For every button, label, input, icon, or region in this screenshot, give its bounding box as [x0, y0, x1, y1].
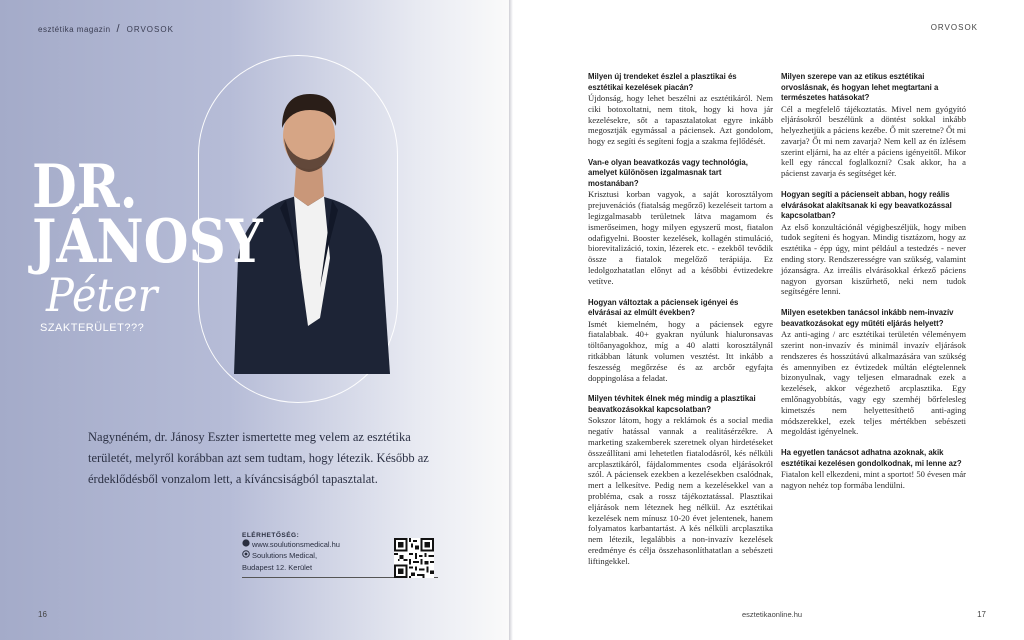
site-url[interactable]: esztetikaonline.hu	[742, 610, 803, 619]
answer: Ismét kiemelném, hogy a páciensek egyre fiatalabbak. 40+ gyakran nyúlunk hialuronsavas töltőanyagokhoz, míg a 40 alatti korosztálynál ritkábban látunk volumen vesztést. Itt inkább a feszesség megőrzése és az arcbőr egyfajta doppingolása a feladat.	[588, 318, 773, 383]
answer: Az első konzultációnál végigbeszéljük, hogy miben tudok segíteni és hogyan. Mindig tisztázom, hogy az esztétika - épp úgy, mint például a testedzés - never ending story. Rendszerességre van szükség, valamint józanságra. Az irreális elvárásokkal érkező páciens nagyon gyorsan kiszűrhető, neki nem tudok segítségére lenni.	[781, 221, 966, 297]
specialty-label: SZAKTERÜLET???	[40, 322, 145, 334]
left-page	[0, 0, 509, 640]
answer: Krisztusi korban vagyok, a saját korosztályom prejuvenációs (fiatalság megőrző) kezeléseit tartom a legizgalmasabb területnek látva magamom és ismerőseimen, hogy milyen egyszerű most, fiatalon odafigyelni. Booster kezelések, kollagén stimuláció, biorevitalizáció, toxin, lézerek etc. - ezekből tevődik össze a fiatalok megelőző terápiája. Ez ledolgozhatatlan előnyt ad a későbbi évtizedekre vetítve.	[588, 189, 773, 286]
qa-column-2	[781, 72, 966, 502]
doctor-last-name: JÁNOSY	[32, 207, 263, 277]
running-header-left	[38, 23, 174, 35]
question: Milyen tévhitek élnek még mindig a plasztikai beavatkozásokkal kapcsolatban?	[588, 394, 756, 414]
magazine-name: esztétika magazin	[38, 25, 111, 34]
qa-column-1	[588, 72, 773, 578]
doctor-first-name: Péter	[46, 268, 158, 322]
question: Hogyan segíti a pácienseit abban, hogy reális elvárásokat alakítsanak ki egy beavatkozással kapcsolatban?	[781, 190, 952, 221]
page-number-right: 17	[977, 610, 986, 619]
title-prefix: DR.	[32, 152, 138, 222]
question: Hogyan változtak a páciensek igényei és elvárásai az elmúlt években?	[588, 297, 739, 318]
contact-website[interactable]: www.soulutionsmedical.hu	[252, 540, 340, 549]
answer: Cél a megfelelő tájékoztatás. Mivel nem gyógyító eljárásokról beszélünk a döntést sokkal inkább helyezhetjük a páciens kezébe. Ő mit szeretne? Őt mi zavarja? Őt mi nem zavarja? Nem kell az én ízlésem szerint eljárni, ha az eltér a páciens igényeitől. Mikor kell egy ránccal foglalkozni? Csak akkor, ha a pácienst zavarja és segítséget kér.	[781, 103, 966, 179]
answer: Újdonság, hogy lehet beszélni az esztétikáról. Nem ciki botoxoltatni, nem titok, hogy ki hova jár kezelésekre, sőt a tapasztalatokat egyre inkább megosztják egymással a páciensek. Azt gondolom, hogy ez segíti és segíteni fogja a szakma fejlődését.	[588, 93, 773, 147]
intro-paragraph: Nagynéném, dr. Jánosy Eszter ismertette meg velem az esztétika területét, melyről korábban azt sem tudtam, hogy létezik. Később az érdeklődésből vonzalom lett, a kíváncsiságból tapasztalat.	[88, 430, 429, 486]
contact-address-line1: Soulutions Medical,	[252, 551, 318, 560]
globe-icon	[242, 539, 251, 550]
answer: Sokszor látom, hogy a reklámok és a social media negatív hatással vannak a realitásérzékre. A marketing szakemberek szeretnek olyan hirdetéseket összeállítani ami lehetetlen fiatalodásról, kés nélküli arcplasztikáról, fájdalommentes csoda eljárásokról szól. A páciensek ezekben a kezelésekben csalódnak, mert a lelkesítve. Pedig nem a kezelésekkel van a probléma, csak a rossz tájékoztatással. Plasztikai eljárások nem léteznek heg nélkül. Az esztétikai kezelések nem mínusz 10-20 évet jelentenek, hanem folyamatos karbantartást. A kés nélküli arcplasztika nem létezik, legalábbis a non-invazív kezelések eredménye és célja összehasonlíthatatlan a sebészeti liftingekkel.	[588, 415, 773, 566]
answer: Az anti-aging / arc esztétikai területén véleményem szerint non-invazív és minimál invazív eljárások rendszeres és hosszútávú alkalmazására van szükség és amennyiben ez évtizedek múltán elégtelennek bizonyulnak, vagy teljesen elmaradnak ezek a kezelések, akkor végezhető arcplasztika. Egy emlőnagyobbítás, vagy egy szemhéj bőrfelesleg kimetszés nem helyettesíthető anti-aging módszerekkel, ezek teljes mértékben sebészeti megoldást igényelnek.	[781, 329, 966, 437]
question: Ha egyetlen tanácsot adhatna azoknak, akik esztétikai kezelésen gondolkodnak, mi lenne az?	[781, 448, 962, 468]
answer: Fiatalon kell elkezdeni, mint a sportot! 50 évesen már nagyon nehéz top formába lendülni.	[781, 469, 966, 490]
page-number-left: 16	[38, 610, 47, 619]
header-separator: /	[116, 23, 121, 35]
location-pin-icon	[242, 550, 251, 562]
question: Milyen új trendeket észlel a plasztikai és esztétikai kezelések piacán?	[588, 72, 737, 92]
question: Milyen szerepe van az etikus esztétikai orvoslásnak, és hogyan lehet megtartani a természetes hatásokat?	[781, 72, 939, 102]
contact-address-line2: Budapest 12. Kerület	[242, 563, 313, 572]
qr-code-icon[interactable]	[394, 538, 434, 578]
section-label-right: ORVOSOK	[930, 23, 978, 32]
contact-heading: ELÉRHETŐSÉG:	[242, 532, 300, 539]
question: Van-e olyan beavatkozás vagy technológia, amelyet különösen izgalmasnak tart mostanában?	[588, 157, 748, 188]
section-label-left: ORVOSOK	[126, 25, 174, 34]
question: Milyen esetekben tanácsol inkább nem-invazív beavatkozásokat egy műtéti eljárás helyett?	[781, 308, 954, 328]
